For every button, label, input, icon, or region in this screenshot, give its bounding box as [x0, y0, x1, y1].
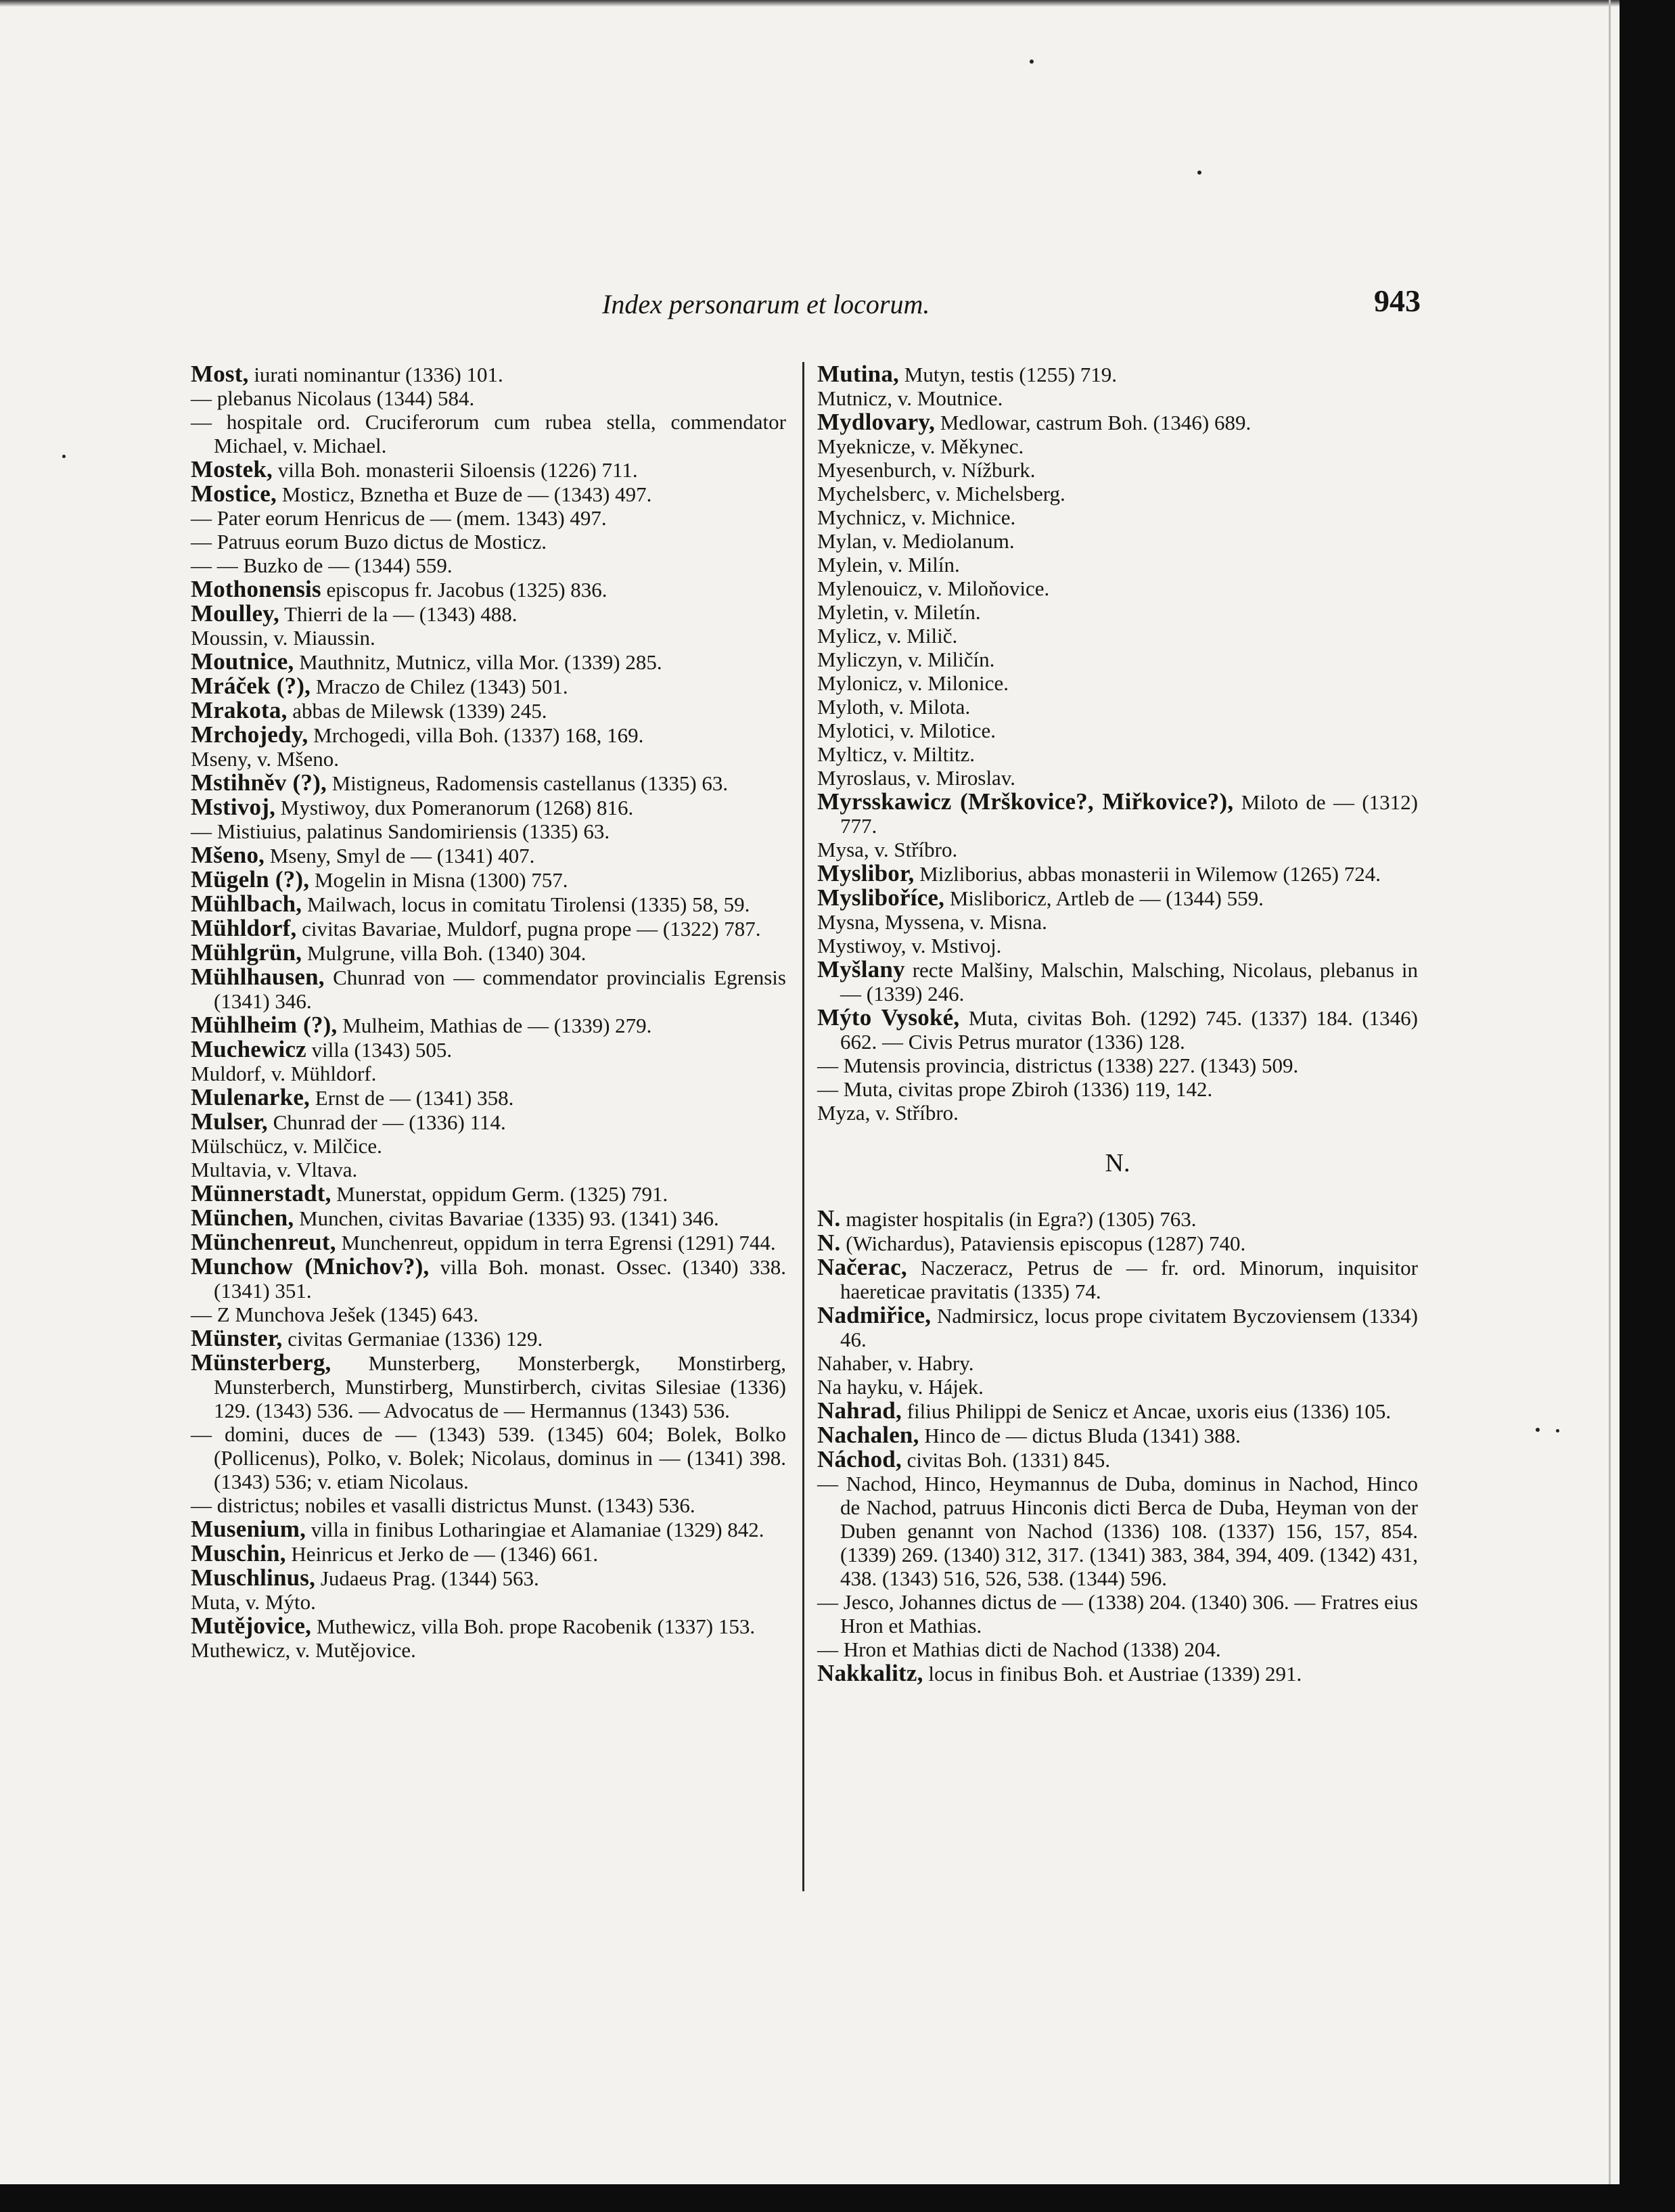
index-entry [817, 1638, 1418, 1661]
entry-text: Myza, v. Stříbro. [817, 1101, 959, 1125]
index-entry [191, 843, 786, 867]
index-entry [191, 1590, 786, 1614]
entry-headword: Mysliboříce, [817, 884, 945, 911]
entry-text: Nadmirsicz, locus prope civitatem Byczoviensem (1334) 46. [840, 1304, 1418, 1351]
entry-headword: Mrchojedy, [191, 721, 308, 748]
index-entry [191, 1013, 786, 1037]
n-entries [817, 1206, 1418, 1686]
entry-text: Mseny, Smyl de — (1341) 407. [265, 844, 535, 867]
entry-text: Mistigneus, Radomensis castellanus (1335) 63. [326, 771, 729, 795]
index-entry [817, 886, 1418, 910]
entry-text: — Pater eorum Henricus de — (mem. 1343) 497. [191, 506, 607, 530]
entry-text: Mosticz, Bznetha et Buze de — (1343) 497. [276, 482, 652, 506]
index-entry [817, 362, 1418, 386]
index-entry [191, 1037, 786, 1062]
entry-headword: Mrakota, [191, 697, 288, 723]
index-entry [817, 458, 1418, 482]
entry-text: filius Philippi de Senicz et Ancae, uxoris eius (1336) 105. [901, 1399, 1392, 1423]
entry-text: Muthewicz, villa Boh. prope Racobenik (1337) 153. [311, 1615, 756, 1638]
entry-text: Muldorf, v. Mühldorf. [191, 1062, 377, 1085]
entry-headword: Mulenarke, [191, 1084, 311, 1110]
index-entry [817, 624, 1418, 648]
scan-speck [1197, 171, 1201, 175]
entry-text: Myloth, v. Milota. [817, 695, 971, 719]
entry-headword: Moulley, [191, 600, 279, 627]
index-entry [191, 892, 786, 916]
entry-text: — — Buzko de — (1344) 559. [191, 554, 453, 577]
entry-headword: Munchow (Mnichov?), [191, 1253, 430, 1280]
entry-text: — Nachod, Hinco, Heymannus de Duba, dominus in Nachod, Hinco de Nachod, patruus Hinconis dicti Berca de Duba, Heyman von der Duben genannt von Nachod (1336) 108. (1337) 156, 157, 854. (1339) 269. (1340) 312, 317. (1341) 383, 384, 394, 409. (1342) 431, 438. (1343) 516, 526, 538. (1344) 596. [817, 1472, 1418, 1590]
entry-text: Munerstat, oppidum Germ. (1325) 791. [331, 1182, 668, 1206]
entry-headword: Münnerstadt, [191, 1180, 331, 1206]
entry-headword: Mýto Vysoké, [817, 1004, 960, 1031]
index-entry [191, 1085, 786, 1110]
entry-text: Mylicz, v. Milič. [817, 624, 958, 648]
index-entry [817, 1423, 1418, 1447]
entry-text: Chunrad der — (1336) 114. [267, 1110, 506, 1134]
entry-text: — Mutensis provincia, districtus (1338) 227. (1343) 509. [817, 1054, 1299, 1077]
section-letter: N. [1105, 1149, 1130, 1177]
entry-text: — hospitale ord. Cruciferorum cum rubea stella, commendator Michael, v. Michael. [191, 410, 786, 457]
entry-text: — Muta, civitas prope Zbiroh (1336) 119, 142. [817, 1077, 1213, 1101]
scan-edge-line [1609, 0, 1611, 2184]
index-entry [191, 1326, 786, 1351]
entry-text: Chunrad von — commendator provincialis Egrensis (1341) 346. [214, 966, 786, 1013]
entry-text: villa in finibus Lotharingiae et Alamaniae (1329) 842. [306, 1518, 764, 1541]
entry-text: Myeknicze, v. Měkynec. [817, 434, 1024, 458]
entry-text: Mystiwoy, v. Mstivoj. [817, 934, 1002, 957]
entry-text: Mylan, v. Mediolanum. [817, 529, 1015, 553]
scan-speck [1030, 60, 1034, 64]
index-entry [817, 1661, 1418, 1686]
entry-text: Mysna, Myssena, v. Misna. [817, 910, 1047, 934]
index-entry [817, 742, 1418, 766]
index-entry [191, 530, 786, 554]
index-entry [817, 529, 1418, 553]
entry-text: Mychnicz, v. Michnice. [817, 505, 1016, 529]
index-entry [191, 386, 786, 410]
entry-headword: Mráček (?), [191, 673, 311, 699]
index-entry [191, 1255, 786, 1303]
entry-text: — Jesco, Johannes dictus de — (1338) 204. (1340) 306. — Fratres eius Hron et Mathias. [817, 1590, 1418, 1638]
entry-text: — Hron et Mathias dicti de Nachod (1338) 204. [817, 1638, 1221, 1661]
index-entry [817, 957, 1418, 1006]
entry-headword: Muschlinus, [191, 1564, 316, 1591]
index-entry [191, 1062, 786, 1085]
scan-speck [62, 455, 66, 458]
entry-text: Nahaber, v. Habry. [817, 1351, 974, 1375]
entry-text: Mseny, v. Mšeno. [191, 747, 339, 771]
entry-headword: Náchod, [817, 1446, 902, 1472]
index-entry [191, 1493, 786, 1517]
scan-speck [1556, 1429, 1559, 1432]
entry-text: villa (1343) 505. [306, 1038, 453, 1062]
entry-text: Mailwach, locus in comitatu Tirolensi (1335) 58, 59. [302, 893, 750, 916]
entry-headword: Münster, [191, 1325, 283, 1351]
scan-right-border [1620, 0, 1675, 2212]
index-entry [817, 1206, 1418, 1231]
entry-headword: Musenium, [191, 1516, 306, 1542]
index-entry [817, 1255, 1418, 1303]
entry-headword: Mostek, [191, 456, 273, 482]
entry-headword: Münchenreut, [191, 1229, 336, 1255]
entry-text: villa Boh. monast. Ossec. (1340) 338. (1341) 351. [214, 1255, 786, 1303]
entry-text: Mrchogedi, villa Boh. (1337) 168, 169. [308, 723, 644, 747]
index-entry [191, 1134, 786, 1158]
entry-text: Mylonicz, v. Milonice. [817, 671, 1009, 695]
entry-headword: N. [817, 1229, 841, 1256]
entry-text: Mutyn, testis (1255) 719. [899, 363, 1118, 386]
index-entry [191, 554, 786, 577]
entry-text: Mülschücz, v. Milčice. [191, 1134, 382, 1158]
entry-text: Mauthnitz, Mutnicz, villa Mor. (1339) 285. [294, 650, 662, 674]
scan-bottom-border [0, 2184, 1675, 2212]
entry-text: Myletin, v. Miletín. [817, 600, 981, 624]
entry-text: Thierri de la — (1343) 488. [279, 602, 518, 626]
index-entry [817, 934, 1418, 957]
index-entry [817, 505, 1418, 529]
entry-text: Ernst de — (1341) 358. [310, 1086, 514, 1110]
index-entry [191, 410, 786, 457]
entry-headword: Mühlhausen, [191, 964, 325, 990]
index-entry [191, 1566, 786, 1590]
entry-text: Muthewicz, v. Mutějovice. [191, 1638, 416, 1662]
entry-text: Munchen, civitas Bavariae (1335) 93. (1341) 346. [294, 1206, 719, 1230]
entry-headword: Mothonensis [191, 576, 321, 602]
index-entry [817, 1590, 1418, 1638]
index-entry [817, 600, 1418, 624]
entry-text: Myesenburch, v. Nížburk. [817, 458, 1036, 482]
index-entry [191, 1110, 786, 1134]
entry-text: Muta, civitas Boh. (1292) 745. (1337) 184. (1346) 662. — Civis Petrus murator (1336) 128. [840, 1006, 1418, 1054]
index-entry [191, 482, 786, 506]
index-entry [191, 602, 786, 626]
index-entry [191, 747, 786, 771]
entry-headword: N. [817, 1205, 841, 1232]
index-entry [817, 1472, 1418, 1590]
entry-text: Judaeus Prag. (1344) 563. [315, 1566, 539, 1590]
entry-headword: Mutina, [817, 361, 899, 387]
index-entry [191, 577, 786, 602]
entry-headword: Mulser, [191, 1108, 268, 1135]
entry-text: Mizliborius, abbas monasterii in Wilemow (1265) 724. [914, 862, 1381, 886]
index-entry [191, 965, 786, 1013]
entry-headword: Moutnice, [191, 648, 294, 675]
entry-text: — Mistiuius, palatinus Sandomiriensis (1335) 63. [191, 819, 610, 843]
index-entry [817, 1101, 1418, 1125]
entry-headword: Mydlovary, [817, 409, 936, 435]
index-entry [817, 1375, 1418, 1399]
page-header [189, 283, 1421, 330]
index-entry [817, 719, 1418, 742]
entry-text: Munsterberg, Monsterbergk, Monstirberg, Munsterberch, Munstirberg, Munstirberch, civitas Silesiae (1336) 129. (1343) 536. — Advocatus de — Hermannus (1343) 536. [214, 1351, 786, 1422]
entry-text: Medlowar, castrum Boh. (1346) 689. [935, 411, 1252, 434]
entry-headword: Mügeln (?), [191, 866, 310, 893]
entry-text: Muta, v. Mýto. [191, 1590, 316, 1614]
entry-text: magister hospitalis (in Egra?) (1305) 763. [840, 1207, 1197, 1231]
index-entry [817, 434, 1418, 458]
entry-text: Mylein, v. Milín. [817, 553, 960, 577]
entry-text: recte Malšiny, Malschin, Malsching, Nicolaus, plebanus in — (1339) 246. [840, 958, 1418, 1006]
index-entry [191, 1206, 786, 1230]
entry-text: — districtus; nobiles et vasalli districtus Munst. (1343) 536. [191, 1493, 695, 1517]
index-entry [817, 695, 1418, 719]
page-number: 943 [1374, 284, 1421, 318]
index-entry [191, 795, 786, 819]
entry-headword: Mšeno, [191, 842, 265, 868]
entry-text: Mylotici, v. Milotice. [817, 719, 996, 742]
entry-text: — domini, duces de — (1343) 539. (1345) 604; Bolek, Bolko (Pollicenus), Polko, v. Bolek; Nicolaus, dominus in — (1341) 398. (1343) 536; v. etiam Nicolaus. [191, 1422, 786, 1493]
scan-speck [1536, 1428, 1540, 1432]
entry-headword: Myšlany [817, 956, 905, 983]
index-entry [817, 1399, 1418, 1423]
index-entry [191, 771, 786, 795]
index-entry [817, 671, 1418, 695]
entry-text: — Patruus eorum Buzo dictus de Mosticz. [191, 530, 547, 554]
entry-headword: Myslibor, [817, 860, 915, 886]
index-entry [191, 457, 786, 482]
entry-headword: Načerac, [817, 1254, 907, 1280]
entry-headword: Mostice, [191, 480, 277, 507]
index-entry [817, 553, 1418, 577]
index-entry [191, 698, 786, 723]
entry-text: — plebanus Nicolaus (1344) 584. [191, 386, 475, 410]
index-entry [817, 410, 1418, 434]
index-entry [817, 1303, 1418, 1351]
entry-headword: Mühlgrün, [191, 939, 302, 966]
entry-headword: Mühlbach, [191, 890, 302, 917]
index-entry [191, 867, 786, 892]
index-entry [191, 506, 786, 530]
entry-text: Myliczyn, v. Miličín. [817, 648, 995, 671]
index-entry [191, 723, 786, 747]
left-index-column [191, 362, 786, 1662]
entry-headword: Mühlheim (?), [191, 1012, 338, 1038]
entry-headword: Muschin, [191, 1540, 286, 1566]
index-entry [191, 941, 786, 965]
entry-text: Multavia, v. Vltava. [191, 1158, 358, 1181]
entry-headword: Mstivoj, [191, 794, 276, 820]
index-entry [191, 626, 786, 650]
index-entry [817, 790, 1418, 838]
index-entry [191, 1422, 786, 1493]
index-entry [191, 819, 786, 843]
index-entry [817, 838, 1418, 861]
index-entry [817, 1351, 1418, 1375]
entry-text: civitas Boh. (1331) 845. [901, 1448, 1111, 1472]
entry-headword: Nakkalitz, [817, 1660, 923, 1686]
entry-text: Miloto de — (1312) 777. [840, 790, 1418, 838]
index-entry [191, 1351, 786, 1422]
entry-text: Misliboricz, Artleb de — (1344) 559. [944, 886, 1264, 910]
index-entry [817, 386, 1418, 410]
m-entries [817, 362, 1418, 1125]
entry-text: villa Boh. monasterii Siloensis (1226) 711. [272, 458, 638, 482]
index-entry [191, 1614, 786, 1638]
index-entry [191, 1303, 786, 1326]
entry-text: Mogelin in Misna (1300) 757. [309, 868, 568, 892]
entry-text: Mulgrune, villa Boh. (1340) 304. [302, 941, 587, 965]
entry-text: Mylenouicz, v. Miloňovice. [817, 577, 1050, 600]
entry-headword: Muchewicz [191, 1036, 306, 1062]
entry-text: Hinco de — dictus Bluda (1341) 388. [919, 1424, 1241, 1447]
entry-text: episcopus fr. Jacobus (1325) 836. [321, 578, 607, 602]
index-entry [191, 1181, 786, 1206]
entry-headword: Myrsskawicz (Mrškovice?, Miřkovice?), [817, 788, 1234, 815]
entry-headword: München, [191, 1204, 294, 1231]
index-entry [817, 861, 1418, 886]
entry-text: Mystiwoy, dux Pomeranorum (1268) 816. [275, 796, 634, 819]
entry-text: Munchenreut, oppidum in terra Egrensi (1291) 744. [336, 1231, 776, 1255]
index-entry [817, 1231, 1418, 1255]
index-entry [191, 1541, 786, 1566]
entry-text: Myroslaus, v. Miroslav. [817, 766, 1016, 790]
entry-text: Mraczo de Chilez (1343) 501. [311, 675, 568, 698]
entry-text: Naczeracz, Petrus de — fr. ord. Minorum, inquisitor haereticae pravitatis (1335) 74. [840, 1256, 1418, 1303]
entry-headword: Nadmiřice, [817, 1302, 932, 1328]
index-entry [191, 1230, 786, 1255]
entry-headword: Mühldorf, [191, 915, 297, 941]
right-index-column [817, 362, 1418, 1686]
running-title: Index personarum et locorum. [602, 289, 930, 319]
index-entry [817, 766, 1418, 790]
entry-text: civitas Germaniae (1336) 129. [282, 1327, 543, 1351]
entry-text: abbas de Milewsk (1339) 245. [287, 699, 547, 723]
entry-text: civitas Bavariae, Muldorf, pugna prope — (1322) 787. [296, 917, 761, 941]
entry-text: Mychelsberc, v. Michelsberg. [817, 482, 1065, 505]
index-entry [191, 674, 786, 698]
entry-text: — Z Munchova Ješek (1345) 643. [191, 1303, 479, 1326]
column-rule [802, 362, 804, 1891]
index-entry [817, 648, 1418, 671]
index-entry [191, 916, 786, 941]
entry-text: locus in finibus Boh. et Austriae (1339) 291. [923, 1662, 1302, 1686]
entry-text: Mulheim, Mathias de — (1339) 279. [337, 1014, 652, 1037]
entry-headword: Most, [191, 361, 249, 387]
entry-text: Na hayku, v. Hájek. [817, 1375, 984, 1399]
index-entry [191, 1517, 786, 1541]
index-entry [817, 1006, 1418, 1054]
entry-text: (Wichardus), Pataviensis episcopus (1287) 740. [840, 1232, 1246, 1255]
entry-text: iurati nominantur (1336) 101. [248, 363, 503, 386]
index-entry [191, 362, 786, 386]
entry-text: Mutnicz, v. Moutnice. [817, 386, 1003, 410]
entry-text: Moussin, v. Miaussin. [191, 626, 375, 650]
index-entry [191, 1638, 786, 1662]
index-entry [817, 1077, 1418, 1101]
index-entry [817, 1447, 1418, 1472]
index-entry [817, 1054, 1418, 1077]
entry-headword: Nachalen, [817, 1422, 919, 1448]
index-entry [817, 910, 1418, 934]
index-entry [817, 482, 1418, 505]
index-entry [191, 1158, 786, 1181]
entry-text: Heinricus et Jerko de — (1346) 661. [285, 1542, 599, 1566]
scan-top-shadow [0, 0, 1620, 7]
index-entry [191, 650, 786, 674]
entry-headword: Mstihněv (?), [191, 769, 327, 796]
entry-headword: Nahrad, [817, 1397, 902, 1424]
entry-headword: Mutějovice, [191, 1612, 312, 1639]
entry-text: Mysa, v. Stříbro. [817, 838, 958, 861]
index-entry [817, 577, 1418, 600]
entry-text: Mylticz, v. Miltitz. [817, 742, 976, 766]
entry-headword: Münsterberg, [191, 1349, 331, 1376]
